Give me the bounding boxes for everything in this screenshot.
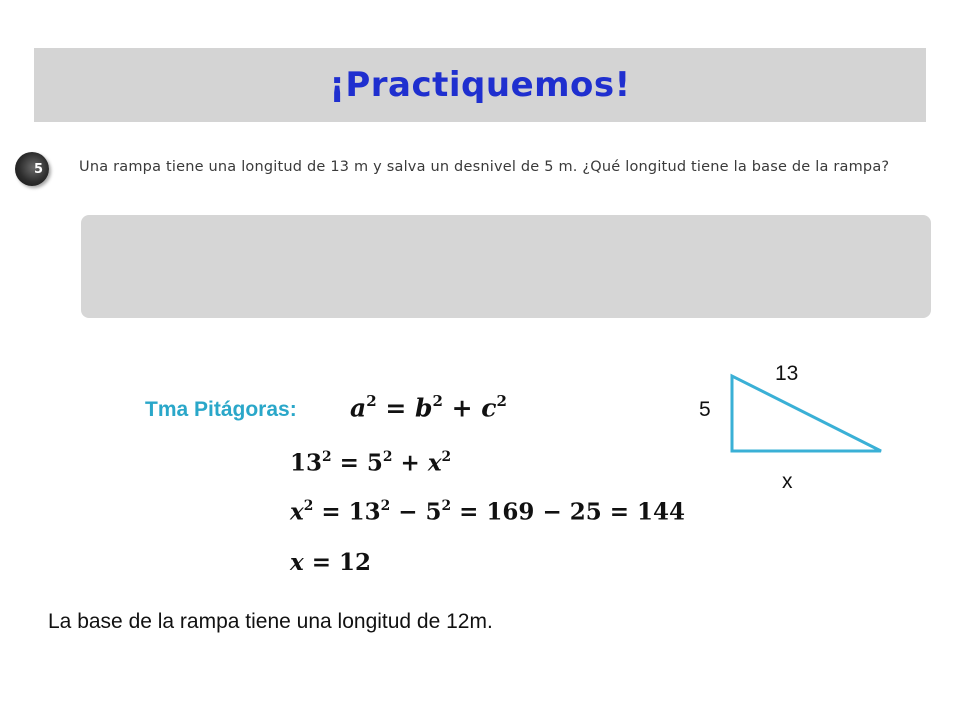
answer-box (81, 215, 931, 318)
slide-title: ¡Practiquemos! (329, 65, 631, 105)
height-label: 5 (699, 398, 711, 421)
title-bar (34, 48, 926, 122)
equation-step-3: x = 12 (290, 549, 372, 576)
problem-statement: Una rampa tiene una longitud de 13 m y salva un desnivel de 5 m. ¿Qué longitud tiene la base de la rampa? (79, 159, 890, 175)
problem-number: 5 (33, 161, 43, 177)
problem-number-badge (15, 152, 49, 186)
equation-step-1: $13^2 = 5^2 + x^2$ (290, 449, 452, 477)
theorem-label: Tma Pitágoras: (145, 398, 297, 421)
right-triangle-diagram (724, 370, 888, 456)
equation-step-2: $x^2 = 13^2 - 5^2 = 169 - 25 = 144$ (290, 498, 686, 526)
pythagorean-formula: $a^2 = b^2 + c^2$ (350, 392, 507, 423)
hypotenuse-label: 13 (775, 362, 799, 385)
base-label: x (782, 470, 793, 493)
conclusion-text: La base de la rampa tiene una longitud de 12m. (48, 610, 493, 633)
triangle-shape (732, 376, 881, 451)
